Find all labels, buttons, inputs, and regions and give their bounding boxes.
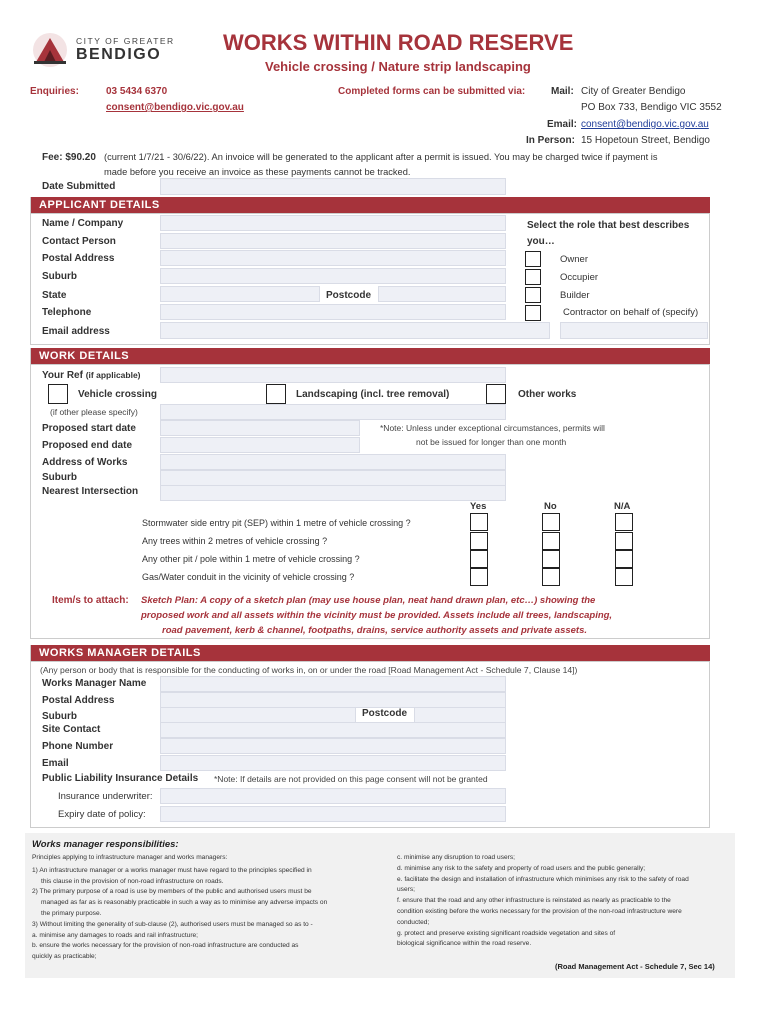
role-owner-checkbox[interactable] — [525, 251, 541, 267]
resp-right-line: conducted; — [397, 918, 430, 926]
question-1: Stormwater side entry pit (SEP) within 1 metre of vehicle crossing ? — [142, 518, 411, 528]
contractor-specify-field[interactable] — [560, 322, 708, 339]
other-specify-field[interactable] — [160, 404, 506, 420]
date-submitted-label: Date Submitted — [42, 181, 116, 192]
insurance-note: *Note: If details are not provided on this page consent will not be granted — [214, 774, 488, 784]
page-subtitle: Vehicle crossing / Nature strip landscaping — [265, 59, 531, 74]
resp-left-line: quickly as practicable; — [32, 953, 97, 961]
q4-yes-checkbox[interactable] — [470, 568, 488, 586]
no-header: No — [544, 501, 557, 512]
page-title: WORKS WITHIN ROAD RESERVE — [223, 30, 574, 55]
role-title-line2: you… — [527, 236, 555, 247]
site-contact-field[interactable] — [160, 722, 506, 738]
duration-note-line1: *Note: Unless under exceptional circumstances, permits will — [380, 423, 605, 433]
q3-yes-checkbox[interactable] — [470, 550, 488, 568]
resp-left-line: b. ensure the works necessary for the provision of non-road infrastructure are conducted as — [32, 942, 299, 950]
fee-line1: (current 1/7/21 - 30/6/22). An invoice will be generated to the applicant after a permit is issued. You may be charged twice if payment is — [104, 152, 658, 162]
mail-label: Mail: — [551, 86, 574, 97]
citation: (Road Management Act - Schedule 7, Sec 14) — [555, 962, 715, 971]
applicant-state-field[interactable] — [160, 286, 320, 302]
manager-intro: (Any person or body that is responsible for the conducting of works in, on or under the road [Road Management Act - Schedule 7, Clause 14]) — [40, 665, 578, 675]
applicant-name-label: Name / Company — [42, 218, 124, 229]
your-ref-text: Your Ref — [42, 370, 83, 381]
resp-right-line: biological significance within the road reserve. — [397, 940, 532, 948]
bendigo-logo-icon — [30, 30, 70, 70]
manager-postal-field[interactable] — [160, 692, 506, 708]
role-builder-label: Builder — [560, 290, 590, 301]
applicant-postal-field[interactable] — [160, 250, 506, 266]
phone-label: Phone Number — [42, 741, 114, 752]
resp-left-line: a. minimise any damages to roads and rail infrastructure; — [32, 931, 199, 939]
your-ref-note: (if applicable) — [85, 370, 141, 380]
resp-left-line: 3) Without limiting the generality of sub-clause (2), authorised users must be managed so as to - — [32, 920, 313, 928]
attach-label: Item/s to attach: — [52, 595, 129, 606]
applicant-postcode-label: Postcode — [326, 290, 372, 301]
applicant-heading: APPLICANT DETAILS — [30, 197, 710, 213]
manager-postcode-label: Postcode — [362, 708, 408, 719]
q1-no-checkbox[interactable] — [542, 513, 560, 531]
applicant-state-label: State — [42, 290, 67, 301]
insurance-label: Public Liability Insurance Details — [42, 773, 199, 784]
applicant-email-label: Email address — [42, 326, 110, 337]
role-owner-label: Owner — [560, 254, 588, 265]
resp-right-line: c. minimise any disruption to road users; — [397, 854, 516, 861]
landscaping-label: Landscaping (incl. tree removal) — [296, 389, 450, 400]
date-submitted-field[interactable] — [160, 178, 506, 195]
mail-line1: City of Greater Bendigo — [581, 86, 686, 97]
resp-left-line: 2) The primary purpose of a road is use by members of the public and authorised users must be — [32, 888, 312, 896]
site-contact-label: Site Contact — [42, 724, 101, 735]
q4-no-checkbox[interactable] — [542, 568, 560, 586]
applicant-postal-label: Postal Address — [42, 253, 115, 264]
role-contractor-label: Contractor on behalf of (specify) — [563, 307, 699, 318]
end-date-field[interactable] — [160, 437, 360, 453]
manager-suburb-label: Suburb — [42, 711, 77, 722]
in-person-value: 15 Hopetoun Street, Bendigo — [581, 135, 710, 146]
expiry-field[interactable] — [160, 806, 506, 822]
applicant-contact-field[interactable] — [160, 233, 506, 249]
role-title — [527, 220, 689, 247]
applicant-name-field[interactable] — [160, 215, 506, 231]
manager-name-field[interactable] — [160, 676, 506, 692]
other-works-label: Other works — [518, 389, 577, 400]
role-title-line1: Select the role that best describes — [527, 220, 690, 231]
resp-right-line: users; — [397, 886, 415, 894]
question-4: Gas/Water conduit in the vicinity of vehicle crossing ? — [142, 572, 355, 582]
enquiries-email-link[interactable]: consent@bendigo.vic.gov.au — [106, 102, 244, 113]
yes-header: Yes — [470, 501, 487, 512]
start-date-label: Proposed start date — [42, 423, 136, 434]
manager-name-label: Works Manager Name — [42, 678, 147, 689]
attach-line2: proposed work and all assets within the vicinity must be provided. Assets include all trees, landscaping, — [141, 610, 613, 621]
manager-postcode-field[interactable] — [414, 707, 506, 723]
resp-right-line: g. protect and preserve existing significant roadside vegetation and sites of — [397, 929, 616, 937]
resp-right-line: e. facilitate the design and installation of infrastructure which minimises any risk to the safety of road — [397, 875, 689, 883]
q1-na-checkbox[interactable] — [615, 513, 633, 531]
role-occupier-label: Occupier — [560, 272, 599, 283]
resp-left — [32, 853, 382, 963]
applicant-telephone-field[interactable] — [160, 304, 506, 320]
end-date-label: Proposed end date — [42, 440, 133, 451]
q2-no-checkbox[interactable] — [542, 532, 560, 550]
applicant-suburb-field[interactable] — [160, 268, 506, 284]
mail-line2: PO Box 733, Bendigo VIC 3552 — [581, 102, 722, 113]
start-date-field[interactable] — [160, 420, 360, 436]
manager-suburb-field[interactable] — [160, 707, 356, 723]
applicant-contact-label: Contact Person — [42, 236, 116, 247]
applicant-suburb-label: Suburb — [42, 271, 77, 282]
role-contractor-checkbox[interactable] — [525, 305, 541, 321]
applicant-postcode-field[interactable] — [378, 286, 506, 302]
work-heading: WORK DETAILS — [30, 348, 710, 364]
phone-field[interactable] — [160, 738, 506, 754]
work-suburb-field[interactable] — [160, 470, 506, 486]
resp-right-line: f. ensure that the road and any other infrastructure is reinstated as nearly as practicable to the — [397, 897, 671, 905]
applicant-telephone-label: Telephone — [42, 307, 92, 318]
address-label: Address of Works — [42, 457, 128, 468]
work-suburb-label: Suburb — [42, 472, 77, 483]
q1-yes-checkbox[interactable] — [470, 513, 488, 531]
manager-heading: WORKS MANAGER DETAILS — [30, 645, 710, 661]
resp-left-line: 1) An infrastructure manager or a works manager must have regard to the principles specified in — [32, 866, 312, 874]
email-label: Email: — [547, 119, 578, 130]
manager-postal-label: Postal Address — [42, 695, 115, 706]
your-ref-label — [42, 370, 141, 381]
intersection-field[interactable] — [160, 485, 506, 501]
enquiries-phone: 03 5434 6370 — [106, 86, 168, 97]
underwriter-label: Insurance underwriter: — [58, 791, 153, 802]
resp-right — [397, 853, 732, 950]
underwriter-field[interactable] — [160, 788, 506, 804]
logo-line1: CITY OF GREATER — [76, 36, 175, 46]
resp-left-line: this clause in the provision of non-road infrastructure on roads. — [41, 877, 224, 885]
other-works-checkbox[interactable] — [486, 384, 506, 404]
submit-label: Completed forms can be submitted via: — [338, 86, 526, 97]
your-ref-field[interactable] — [160, 367, 506, 383]
enquiries-label: Enquiries: — [30, 86, 79, 97]
resp-right-line: d. minimise any risk to the safety and property of road users and the public generally; — [397, 864, 646, 872]
resp-left-line: Principles applying to infrastructure manager and works managers: — [32, 854, 228, 861]
applicant-email-field[interactable] — [160, 322, 550, 339]
attach-line1: Sketch Plan: A copy of a sketch plan (may use house plan, neat hand drawn plan, etc…) showing the — [141, 595, 596, 606]
question-3: Any other pit / pole within 1 metre of vehicle crossing ? — [142, 554, 360, 564]
intersection-label: Nearest Intersection — [42, 486, 139, 497]
q2-na-checkbox[interactable] — [615, 532, 633, 550]
resp-left-line: managed as far as is reasonably practicable in such a way as to minimise any adverse impacts on — [41, 899, 328, 907]
responsibilities-title: Works manager responsibilities: — [32, 839, 179, 850]
fee-line2: made before you receive an invoice as these payments cannot be tracked. — [104, 167, 411, 177]
manager-email-field[interactable] — [160, 755, 506, 771]
in-person-label: In Person: — [526, 135, 575, 146]
na-header: N/A — [614, 501, 631, 512]
vehicle-crossing-label: Vehicle crossing — [78, 389, 157, 400]
resp-left-line: the primary purpose. — [41, 909, 102, 917]
expiry-label: Expiry date of policy: — [58, 809, 146, 820]
duration-note-line2: not be issued for longer than one month — [416, 437, 567, 447]
q4-na-checkbox[interactable] — [615, 568, 633, 586]
manager-email-label: Email — [42, 758, 69, 769]
question-2: Any trees within 2 metres of vehicle crossing ? — [142, 536, 328, 546]
other-specify-label: (if other please specify) — [50, 407, 138, 417]
q3-no-checkbox[interactable] — [542, 550, 560, 568]
attach-line3: road pavement, kerb & channel, footpaths, drains, service authority assets and private assets. — [162, 625, 588, 636]
logo-line2: BENDIGO — [76, 46, 162, 63]
q3-na-checkbox[interactable] — [615, 550, 633, 568]
role-builder-checkbox[interactable] — [525, 287, 541, 303]
vehicle-crossing-checkbox[interactable] — [48, 384, 68, 404]
logo — [30, 30, 180, 70]
q2-yes-checkbox[interactable] — [470, 532, 488, 550]
landscaping-checkbox[interactable] — [266, 384, 286, 404]
role-occupier-checkbox[interactable] — [525, 269, 541, 285]
resp-right-line: condition existing before the works necessary for the provision of the non-road infrastructure were — [397, 907, 682, 915]
fee-label: Fee: $90.20 — [42, 152, 96, 163]
address-field[interactable] — [160, 454, 506, 470]
submit-email-link[interactable]: consent@bendigo.vic.gov.au — [581, 119, 709, 130]
